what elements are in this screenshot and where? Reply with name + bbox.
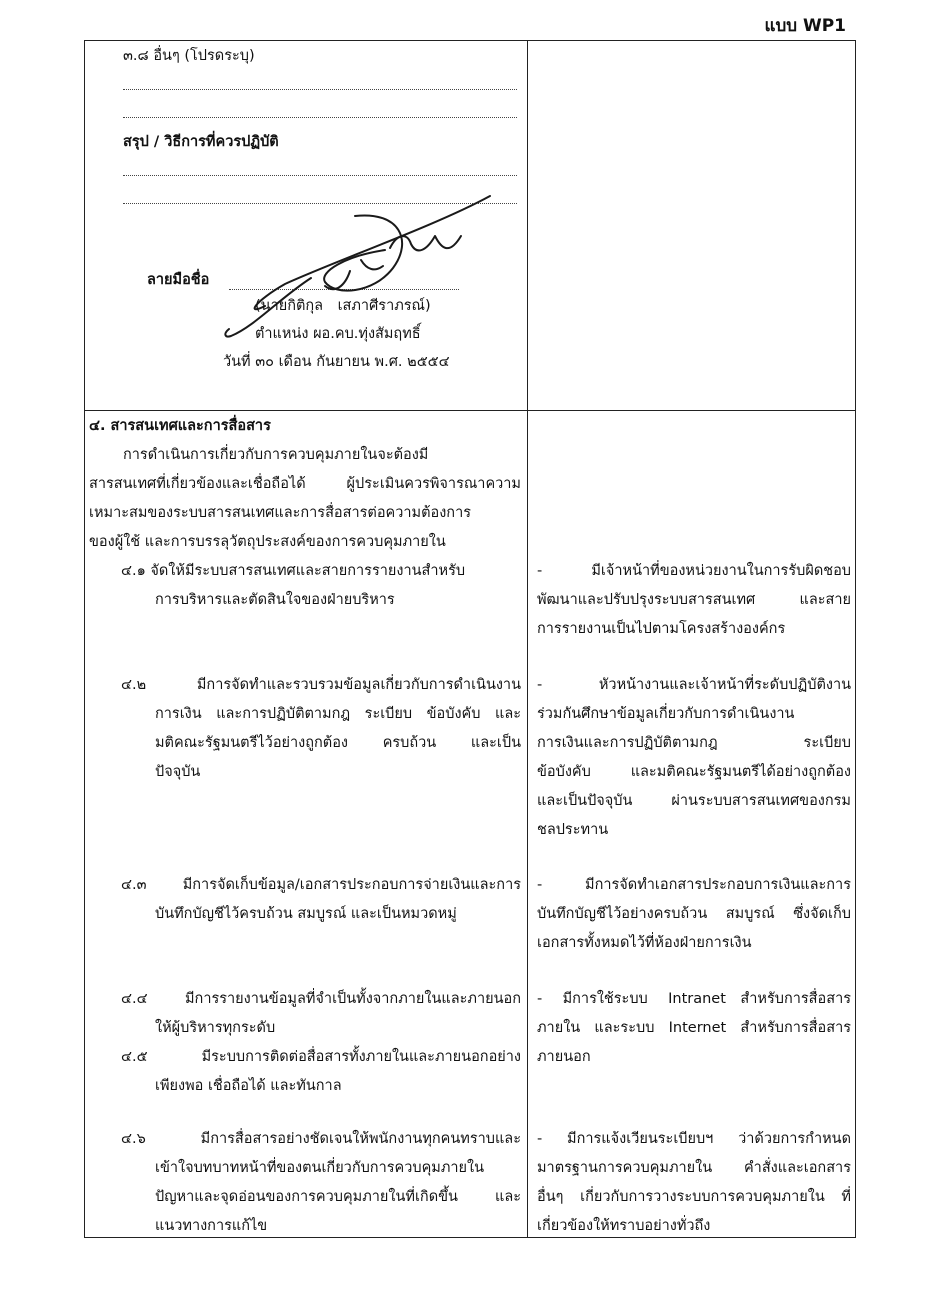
row-divider xyxy=(85,410,855,411)
item-4-6-line: ๔.๖ มีการสื่อสารอย่างชัดเจนให้พนักงานทุกคนทราบและ xyxy=(121,1131,521,1147)
summary-heading: สรุป / วิธีการที่ควรปฏิบัติ xyxy=(123,134,279,150)
item-4-4-response-line: ภายนอก xyxy=(537,1049,591,1065)
item-4-2-line: ๔.๒ มีการจัดทำและรวบรวมข้อมูลเกี่ยวกับการดำเนินงาน xyxy=(121,677,521,693)
item-4-6-line: เข้าใจบทบาทหน้าที่ของตนเกี่ยวกับการควบคุมภายใน xyxy=(155,1160,485,1176)
assessment-table xyxy=(84,40,856,1238)
item-4-6-response-line: อื่นๆ เกี่ยวกับการวางระบบการควบคุมภายใน ที่ xyxy=(537,1189,851,1205)
item-4-2-response-line: ข้อบังคับ และมติคณะรัฐมนตรีได้อย่างถูกต้อง xyxy=(537,764,851,780)
section-4-intro-line: ของผู้ใช้ และการบรรลุวัตถุประสงค์ของการควบคุมภายใน xyxy=(89,534,446,550)
dotted-line xyxy=(123,117,517,118)
form-code: แบบ WP1 xyxy=(764,16,846,36)
column-divider xyxy=(527,41,528,1237)
item-4-4-response-line: ภายใน และระบบ Internet สำหรับการสื่อสาร xyxy=(537,1020,851,1036)
item-4-1-response-line: การรายงานเป็นไปตามโครงสร้างองค์กร xyxy=(537,621,786,637)
item-3-8-label: ๓.๘ อื่นๆ (โปรดระบุ) xyxy=(123,48,255,64)
section-4-intro-line: การดำเนินการเกี่ยวกับการควบคุมภายในจะต้องมี xyxy=(123,447,429,463)
item-4-2-response-line: การเงินและการปฏิบัติตามกฎ ระเบียบ xyxy=(537,735,851,751)
signer-position: ตำแหน่ง ผอ.คบ.ทุ่งสัมฤทธิ์ xyxy=(255,326,421,342)
section-4-intro-line: เหมาะสมของระบบสารสนเทศและการสื่อสารต่อความต้องการ xyxy=(89,505,472,521)
item-4-1-line: ๔.๑ จัดให้มีระบบสารสนเทศและสายการรายงานสำหรับ xyxy=(121,563,466,579)
item-4-3-line: ๔.๓ มีการจัดเก็บข้อมูล/เอกสารประกอบการจ่ายเงินและการ xyxy=(121,877,521,893)
dotted-line xyxy=(123,175,517,176)
item-4-6-response-line: - มีการแจ้งเวียนระเบียบฯ ว่าด้วยการกำหนด xyxy=(537,1131,851,1147)
item-4-3-line: บันทึกบัญชีไว้ครบถ้วน สมบูรณ์ และเป็นหมวดหมู่ xyxy=(155,906,457,922)
item-4-4-response-line: - มีการใช้ระบบ Intranet สำหรับการสื่อสาร xyxy=(537,991,851,1007)
signature-label: ลายมือชื่อ xyxy=(147,272,210,288)
item-4-4-line: ให้ผู้บริหารทุกระดับ xyxy=(155,1020,276,1036)
item-4-6-line: แนวทางการแก้ไข xyxy=(155,1218,268,1234)
item-4-3-response-line: - มีการจัดทำเอกสารประกอบการเงินและการ xyxy=(537,877,851,893)
item-4-5-line: เพียงพอ เชื่อถือได้ และทันกาล xyxy=(155,1078,342,1094)
item-4-6-response-line: มาตรฐานการควบคุมภายใน คำสั่งและเอกสาร xyxy=(537,1160,851,1176)
item-4-2-line: มติคณะรัฐมนตรีไว้อย่างถูกต้อง ครบถ้วน และเป็น xyxy=(155,735,521,751)
item-4-2-response-line: ชลประทาน xyxy=(537,822,609,838)
item-4-1-response-line: พัฒนาและปรับปรุงระบบสารสนเทศ และสาย xyxy=(537,592,851,608)
item-4-1-response-line: - มีเจ้าหน้าที่ของหน่วยงานในการรับผิดชอบ xyxy=(537,563,851,579)
item-4-2-response-line: - หัวหน้างานและเจ้าหน้าที่ระดับปฏิบัติงาน xyxy=(537,677,851,693)
section-4-heading: ๔. สารสนเทศและการสื่อสาร xyxy=(89,418,271,434)
item-4-2-response-line: ร่วมกันศึกษาข้อมูลเกี่ยวกับการดำเนินงาน xyxy=(537,706,795,722)
dotted-line xyxy=(123,89,517,90)
section-4-intro-line: สารสนเทศที่เกี่ยวข้องและเชื่อถือได้ ผู้ประเมินควรพิจารณาความ xyxy=(89,476,521,492)
handwritten-signature xyxy=(185,186,515,346)
item-4-3-response-line: บันทึกบัญชีไว้อย่างครบถ้วน สมบูรณ์ ซึ่งจัดเก็บ xyxy=(537,906,851,922)
item-4-5-line: ๔.๕ มีระบบการติดต่อสื่อสารทั้งภายในและภายนอกอย่าง xyxy=(121,1049,521,1065)
item-4-4-line: ๔.๔ มีการรายงานข้อมูลที่จำเป็นทั้งจากภายในและภายนอก xyxy=(121,991,521,1007)
item-4-6-response-line: เกี่ยวข้องให้ทราบอย่างทั่วถึง xyxy=(537,1218,711,1234)
item-4-2-line: ปัจจุบัน xyxy=(155,764,201,780)
item-4-2-line: การเงิน และการปฏิบัติตามกฎ ระเบียบ ข้อบังคับ และ xyxy=(155,706,521,722)
item-4-2-response-line: และเป็นปัจจุบัน ผ่านระบบสารสนเทศของกรม xyxy=(537,793,851,809)
item-4-3-response-line: เอกสารทั้งหมดไว้ที่ห้องฝ่ายการเงิน xyxy=(537,935,752,951)
item-4-6-line: ปัญหาและจุดอ่อนของการควบคุมภายในที่เกิดขึ้น และ xyxy=(155,1189,521,1205)
signer-name: (นายกิติกุล เสภาศีราภรณ์) xyxy=(255,298,431,314)
sign-date: วันที่ ๓๐ เดือน กันยายน พ.ศ. ๒๕๕๔ xyxy=(223,354,450,370)
item-4-1-line: การบริหารและตัดสินใจของฝ่ายบริหาร xyxy=(155,592,395,608)
